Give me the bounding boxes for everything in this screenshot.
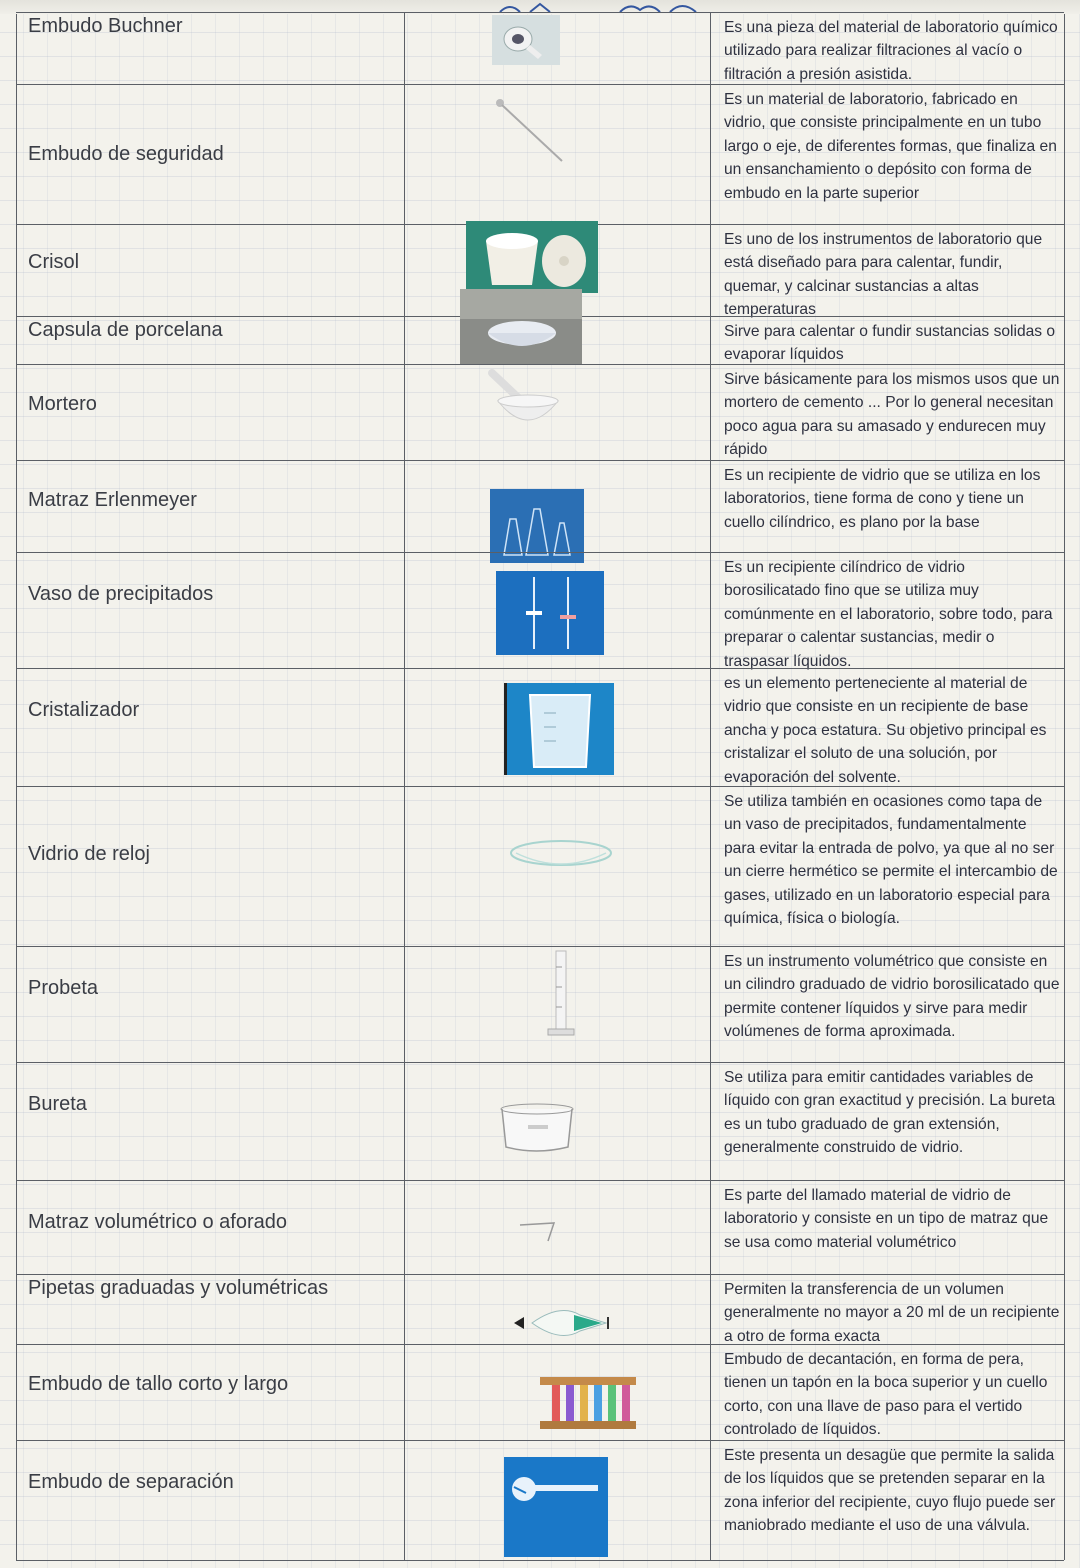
column-divider xyxy=(404,1441,405,1561)
column-divider xyxy=(404,787,405,947)
instrument-name: Vidrio de reloj xyxy=(28,843,150,865)
burettes-photo xyxy=(496,571,604,655)
table-row xyxy=(16,1180,1064,1275)
column-divider xyxy=(404,1275,405,1345)
instrument-description: Es un recipiente cilíndrico de vidrio borosilicatado fino que se utiliza muy comúnmente en el laboratorio, sobre todo, para preparar o calentar sustancias, medir o traspasar líquidos. xyxy=(724,559,1053,670)
table-row xyxy=(16,12,1064,85)
porcelain-dish-photo xyxy=(460,289,582,365)
instrument-name: Bureta xyxy=(28,1093,87,1115)
table-row xyxy=(16,364,1064,461)
beaker-photo xyxy=(504,683,614,775)
column-divider xyxy=(710,1181,711,1275)
instrument-description: Es un material de laboratorio, fabricado en vidrio, que consiste principalmente en un tubo largo o eje, de diferentes formas, que finaliza en un ensanchamiento o depósito con forma de embudo en la parte superior xyxy=(724,91,1057,202)
column-divider xyxy=(710,787,711,947)
instrument-description: Sirve para calentar o fundir sustancias solidas o evaporar líquidos xyxy=(724,323,1056,364)
graduated-cylinder-photo xyxy=(536,947,586,1039)
table-row xyxy=(16,946,1064,1063)
column-divider xyxy=(710,365,711,461)
watch-glass-photo xyxy=(506,829,616,877)
table-row xyxy=(16,786,1064,947)
table-row xyxy=(16,84,1064,225)
column-divider xyxy=(710,461,711,553)
table-row xyxy=(16,1440,1064,1561)
crystallizing-dish-photo xyxy=(496,1099,578,1155)
column-divider xyxy=(404,85,405,225)
table-row xyxy=(16,1062,1064,1181)
instrument-description: Es un recipiente de vidrio que se utiliza en los laboratorios, tiene forma de cono y tiene un cuello cilíndrico, es plano por la base xyxy=(724,467,1041,531)
column-divider xyxy=(404,947,405,1063)
instrument-name: Matraz Erlenmeyer xyxy=(28,489,197,511)
table-row xyxy=(16,460,1064,553)
instrument-description: Se utiliza para emitir cantidades variables de líquido con gran exactitud y precisión. La bureta es un tubo graduado de gran extensión, generalmente construido de vidrio. xyxy=(724,1069,1056,1157)
table-row xyxy=(16,1274,1064,1345)
crucible-photo xyxy=(466,221,598,293)
column-divider xyxy=(404,1345,405,1441)
instrument-name: Cristalizador xyxy=(28,699,140,721)
instrument-description: Es una pieza del material de laboratorio químico utilizado para realizar filtraciones al vacío o filtración a presión asistida. xyxy=(724,19,1058,83)
instrument-name: Embudo de tallo corto y largo xyxy=(28,1373,289,1395)
instrument-description: es un elemento perteneciente al material de vidrio que consiste en un recipiente de base ancha y poca estatura. Su objetivo principal es cristalizar el soluto de una solución, por evaporación del solvente. xyxy=(724,675,1047,786)
instrument-name: Matraz volumétrico o aforado xyxy=(28,1211,288,1233)
table-row xyxy=(16,552,1064,669)
instrument-name: Capsula de porcelana xyxy=(28,319,223,341)
instrument-name: Probeta xyxy=(28,977,99,999)
long-stem-funnel-photo xyxy=(492,95,572,165)
column-divider xyxy=(404,13,405,85)
separatory-funnel-photo xyxy=(510,1307,620,1339)
instrument-name: Embudo de separación xyxy=(28,1471,234,1493)
instrument-name: Mortero xyxy=(28,393,97,415)
column-divider xyxy=(710,1063,711,1181)
column-divider xyxy=(404,365,405,461)
instrument-name: Embudo Buchner xyxy=(28,15,183,37)
column-divider xyxy=(710,13,711,85)
column-divider xyxy=(710,553,711,669)
instrument-name: Vaso de precipitados xyxy=(28,583,214,605)
instrument-description: Es parte del llamado material de vidrio de laboratorio y consiste en un tipo de matraz que se usa como material volumétrico xyxy=(724,1187,1049,1251)
instrument-description: Embudo de decantación, en forma de pera, tienen un tapón en la boca superior y un cuello corto, con una llave de paso para el vertido controlado de líquidos. xyxy=(724,1351,1048,1439)
column-divider xyxy=(710,669,711,787)
volumetric-flask-photo xyxy=(504,1457,608,1557)
column-divider xyxy=(710,1441,711,1561)
column-divider xyxy=(404,225,405,317)
column-divider xyxy=(710,947,711,1063)
test-tube-rack-photo xyxy=(536,1369,640,1433)
short-funnel-photo xyxy=(506,1211,566,1247)
column-divider xyxy=(710,225,711,317)
instrument-name: Embudo de seguridad xyxy=(28,143,224,165)
table-row xyxy=(16,1344,1064,1441)
instrument-description: Es un instrumento volumétrico que consiste en un cilindro graduado de vidrio borosilicatado que permite contener líquidos y sirve para medir volúmenes de forma aproximada. xyxy=(724,953,1060,1041)
instrument-description: Se utiliza también en ocasiones como tapa de un vaso de precipitados, fundamentalmente para evitar la entrada de polvo, ya que al no ser un cierre hermético se permite el intercambio de gases, utilizado en un laboratorio especial para química, física o biología. xyxy=(724,793,1058,928)
table-row xyxy=(16,668,1064,787)
table-bottom-border xyxy=(16,1560,1064,1561)
instrument-description: Este presenta un desagüe que permite la salida de los líquidos que se pretenden separar en la zona inferior del recipiente, cuyo flujo puede ser maniobrado mediante el uso de una válvula. xyxy=(724,1447,1056,1535)
instrument-name: Crisol xyxy=(28,251,80,273)
column-divider xyxy=(404,1181,405,1275)
instrument-description: Permiten la transferencia de un volumen generalmente no mayor a 20 ml de un recipiente a otro de forma exacta xyxy=(724,1281,1060,1345)
column-divider xyxy=(710,1275,711,1345)
column-divider xyxy=(710,1345,711,1441)
column-divider xyxy=(404,1063,405,1181)
table-row xyxy=(16,316,1064,365)
column-divider xyxy=(710,317,711,365)
column-divider xyxy=(404,553,405,669)
column-divider xyxy=(404,669,405,787)
instrument-description: Es uno de los instrumentos de laboratorio que está diseñado para para calentar, fundir, quemar, y calcinar sustancias a altas temperaturas xyxy=(724,231,1043,319)
instrument-description: Sirve básicamente para los mismos usos que un mortero de cemento ... Por lo general necesitan poco agua para su amasado y endurecen muy rápido xyxy=(724,371,1060,459)
mortar-pestle-photo xyxy=(486,369,568,439)
table-right-border xyxy=(1064,14,1065,1560)
column-divider xyxy=(710,85,711,225)
column-divider xyxy=(404,461,405,553)
instrument-name: Pipetas graduadas y volumétricas xyxy=(28,1277,329,1299)
buchner-funnel-photo xyxy=(492,15,560,65)
column-divider xyxy=(404,317,405,365)
